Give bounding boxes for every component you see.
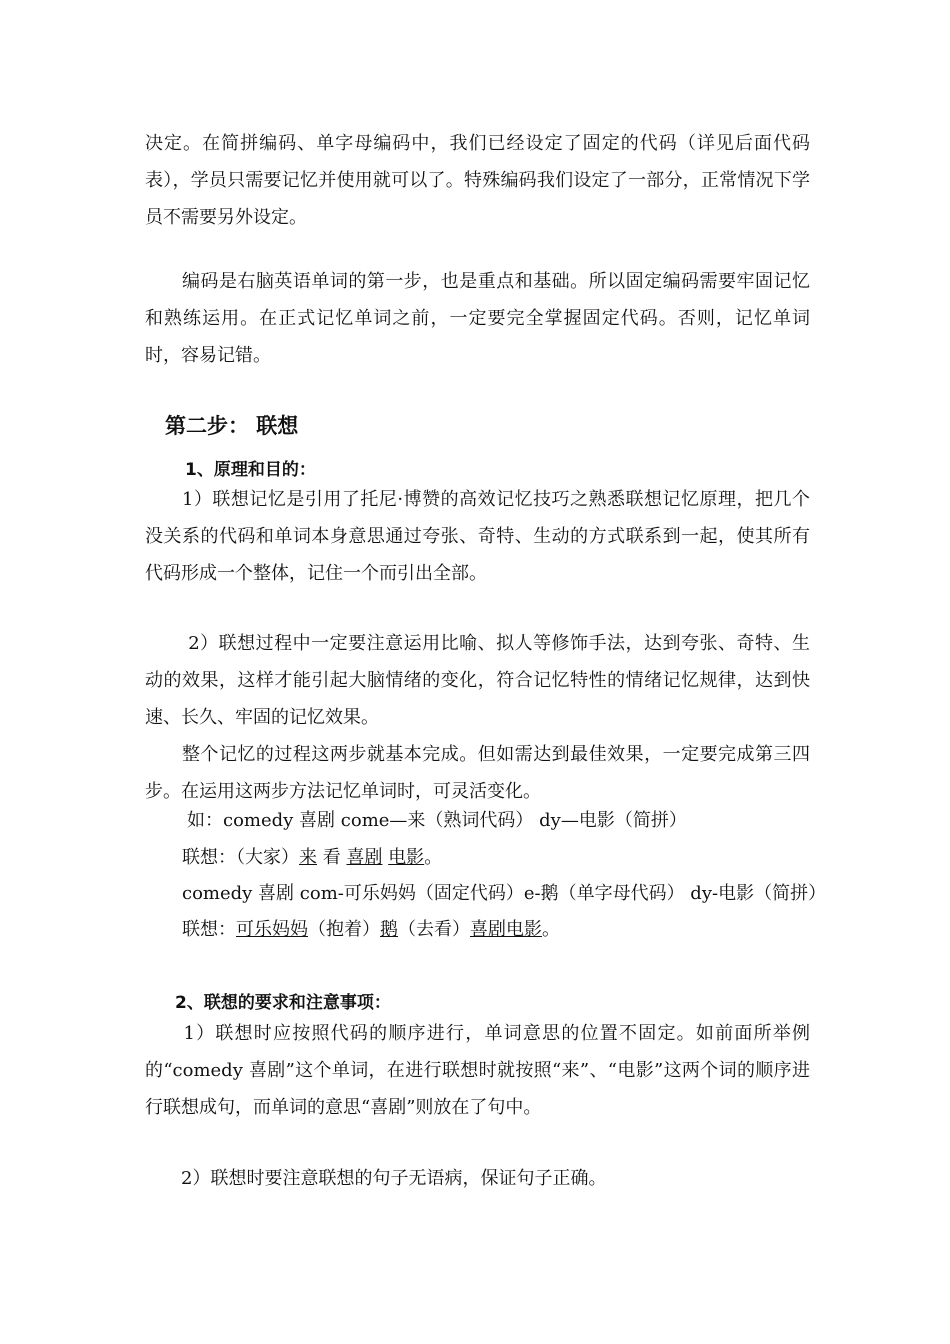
paragraph-association-principle: 1）联想记忆是引用了托尼·博赞的高效记忆技巧之熟悉联想记忆原理，把几个没关系的代码和单词本身意思通过夸张、奇特、生动的方式联系到一起，使其所有代码形成一个整体，记住一个而引出全部。: [145, 489, 810, 584]
example-line-3: comedy 喜剧 com-可乐妈妈（固定代码）e-鹅（单字母代码） dy-电影（简拼）: [182, 883, 827, 904]
paragraph-process-summary: 整个记忆的过程这两步就基本完成。但如需达到最佳效果，一定要完成第三四步。在运用这两步方法记忆单词时，可灵活变化。: [145, 744, 810, 802]
example-word-xijudianying: 喜剧电影: [470, 919, 542, 940]
paragraph-grammar-requirement: 2）联想时要注意联想的句子无语病，保证句子正确。: [145, 1168, 607, 1189]
step2-heading: 第二步： 联想: [165, 414, 299, 438]
example-line-2: [182, 843, 442, 873]
paragraph-encoding-rules: 决定。在简拼编码、单字母编码中，我们已经设定了固定的代码（详见后面代码表），学员只需要记忆并使用就可以了。特殊编码我们设定了一部分，正常情况下学员不需要另外设定。: [145, 133, 810, 228]
example-line-4-prefix: 联想：: [182, 919, 236, 940]
example-word-kelemama: 可乐妈妈: [236, 919, 308, 940]
example-word-e: 鹅: [380, 919, 398, 940]
example-line-2-prefix: 联想：（大家）: [182, 847, 299, 868]
example-line-4-mid1: （抱着）: [308, 919, 380, 940]
example-word-xiju: 喜剧: [346, 847, 383, 868]
paragraph-association-techniques: 2）联想过程中一定要注意运用比喻、拟人等修饰手法，达到夸张、奇特、生动的效果，这样才能引起大脑情绪的变化，符合记忆特性的情绪记忆规律，达到快速、长久、牢固的记忆效果。: [145, 633, 810, 728]
example-line-1: 如：comedy 喜剧 come—来（熟词代码） dy—电影（简拼）: [187, 810, 687, 831]
principle-heading: 1、原理和目的：: [185, 460, 316, 480]
example-word-lai: 来: [299, 847, 317, 868]
example-line-2-end: 。: [424, 847, 443, 868]
example-word-dianying: 电影: [388, 847, 425, 868]
example-line-2-mid: 看: [317, 847, 347, 868]
example-line-4-end: 。: [542, 919, 560, 940]
example-line-4-mid2: （去看）: [398, 919, 470, 940]
paragraph-order-requirement: 1）联想时应按照代码的顺序进行，单词意思的位置不固定。如前面所举例的“comedy 喜剧”这个单词，在进行联想时就按照“来”、“电影”这两个词的顺序进行联想成句，而单词的意思“喜剧”则放在了句中。: [145, 1023, 810, 1118]
paragraph-encoding-importance: 编码是右脑英语单词的第一步，也是重点和基础。所以固定编码需要牢固记忆和熟练运用。在正式记忆单词之前，一定要完全掌握固定代码。否则，记忆单词时，容易记错。: [145, 271, 810, 366]
example-line-4: [182, 915, 560, 945]
requirements-heading: 2、联想的要求和注意事项：: [175, 993, 391, 1013]
